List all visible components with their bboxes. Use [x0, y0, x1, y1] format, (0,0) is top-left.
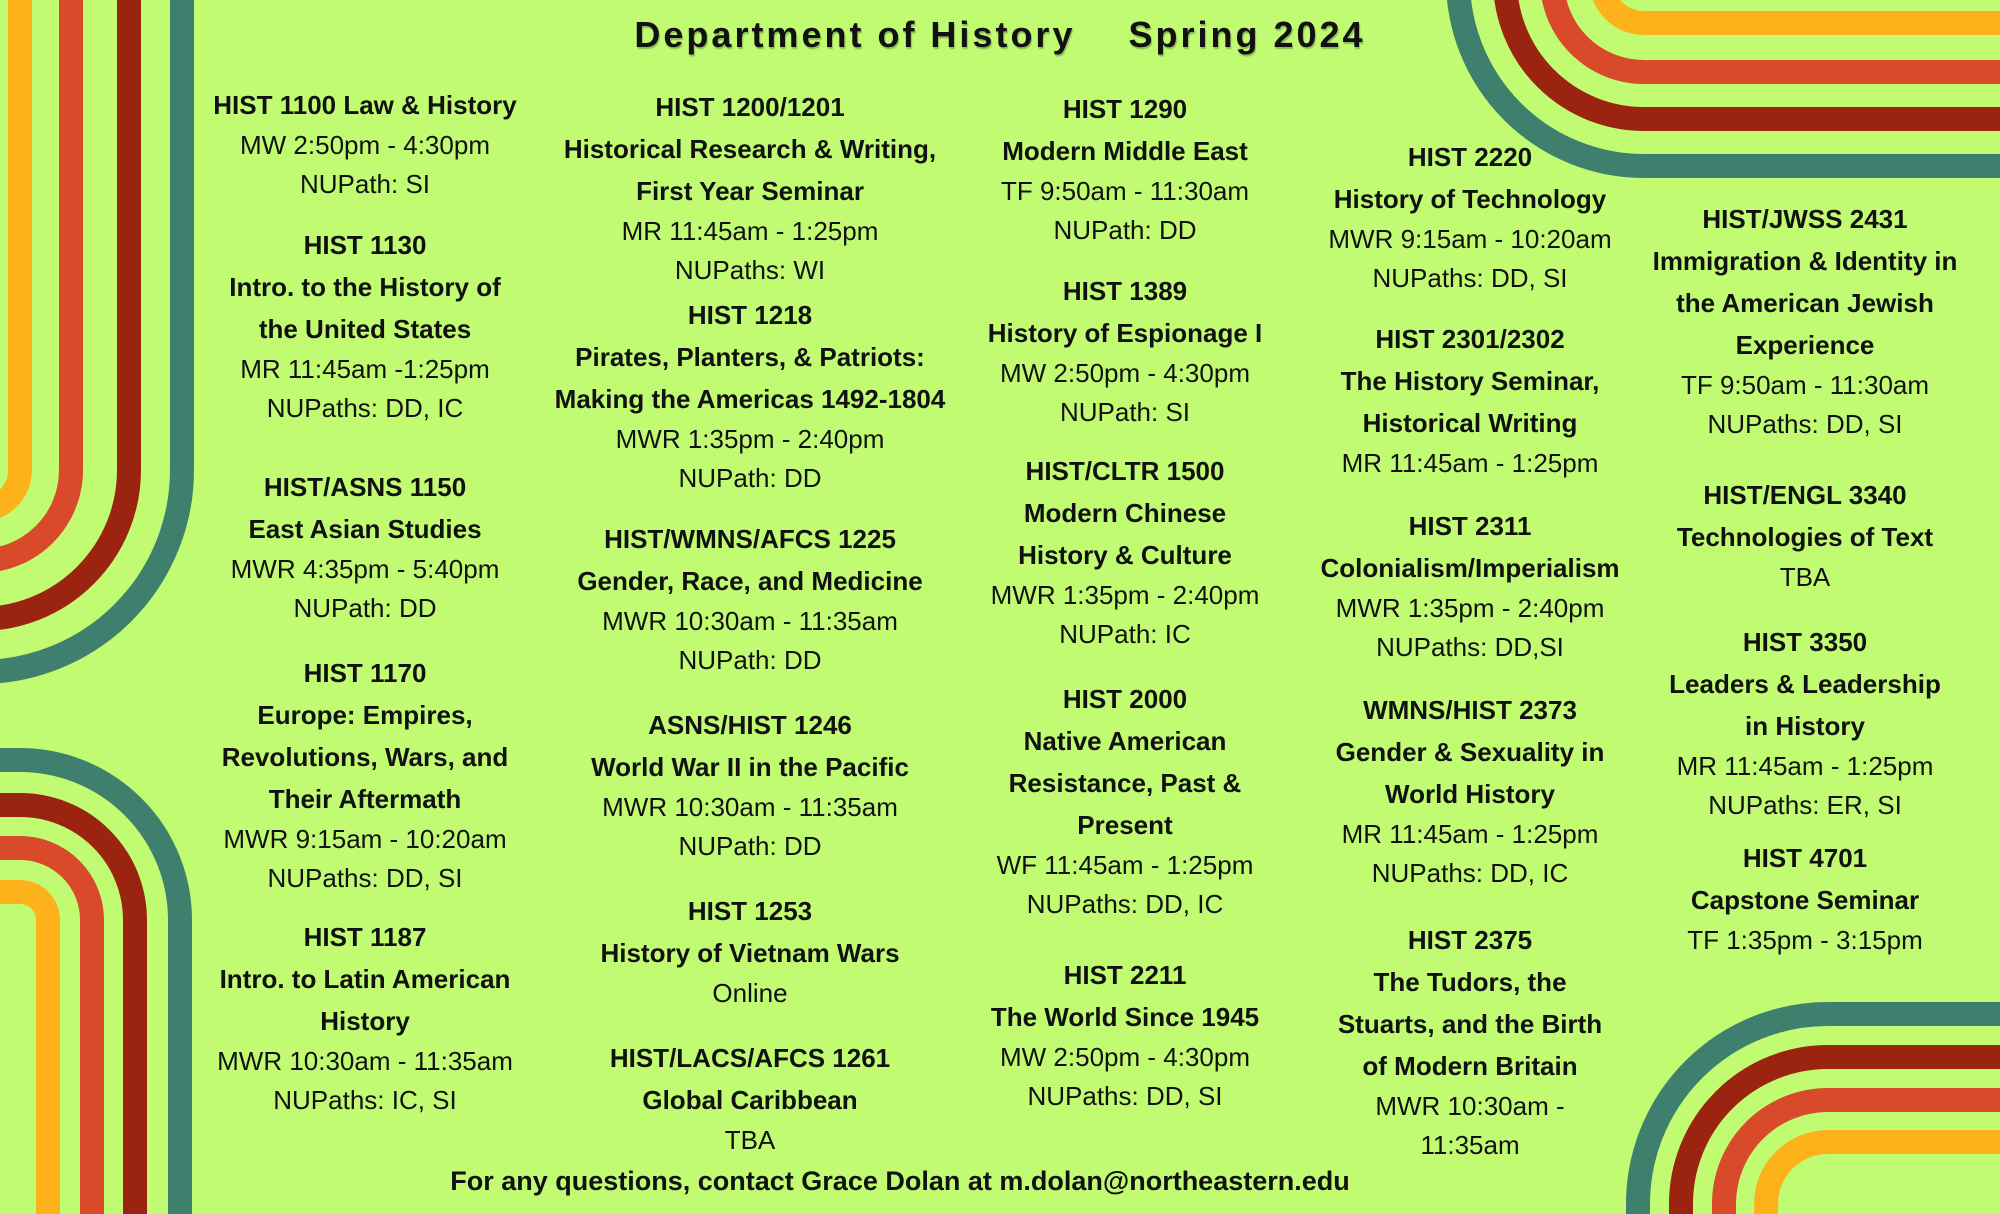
course-nupath: NUPath: SI [1059, 397, 1191, 427]
course-block [965, 678, 1285, 924]
course-code: HIST 1290 [1062, 94, 1188, 124]
course-title: Intro. to the History of [229, 272, 501, 302]
course-schedule: MW 2:50pm - 4:30pm [1000, 1042, 1250, 1072]
course-nupath: NUPaths: DD, SI [1027, 1081, 1223, 1111]
course-nupath: NUPaths: DD, IC [1026, 889, 1224, 919]
course-title: Intro. to Latin American [219, 964, 511, 994]
course-block [200, 652, 530, 898]
course-nupath: NUPath: DD [678, 645, 822, 675]
course-nupath: NUPath: DD [293, 593, 437, 623]
course-title: Revolutions, Wars, and [221, 742, 509, 772]
course-title: History of Vietnam Wars [600, 938, 900, 968]
course-title: The Tudors, the [1373, 967, 1567, 997]
course-code: HIST 1187 [303, 922, 427, 952]
course-title: Resistance, Past & [1008, 768, 1242, 798]
course-code: HIST 1130 [303, 230, 427, 260]
course-title: The World Since 1945 [990, 1002, 1260, 1032]
course-block [540, 1037, 960, 1160]
course-block [540, 518, 960, 680]
course-schedule: 11:35am [1420, 1130, 1520, 1160]
course-title: Experience [1735, 330, 1875, 360]
course-block [1640, 474, 1970, 597]
course-schedule: TF 9:50am - 11:30am [1000, 176, 1250, 206]
course-title: Present [1077, 810, 1173, 840]
course-schedule: TF 9:50am - 11:30am [1680, 370, 1930, 400]
course-schedule: MW 2:50pm - 4:30pm [1000, 358, 1250, 388]
course-block [200, 224, 530, 428]
course-schedule: MWR 10:30am - 11:35am [217, 1046, 513, 1076]
course-title: Colonialism/Imperialism [1320, 553, 1620, 583]
course-schedule: MWR 4:35pm - 5:40pm [230, 554, 500, 584]
course-column-3 [965, 88, 1285, 1116]
department-name: Department of History [634, 14, 1076, 55]
course-block [965, 954, 1285, 1116]
course-title: The History Seminar, [1340, 366, 1600, 396]
course-block [1640, 837, 1970, 960]
course-block [1300, 505, 1640, 667]
course-code: HIST 2301/2302 [1375, 324, 1565, 354]
course-delivery: Online [712, 978, 788, 1008]
course-title: Pirates, Planters, & Patriots: [575, 342, 925, 372]
course-block [540, 86, 960, 290]
course-code: HIST 2220 [1407, 142, 1533, 172]
course-title: in History [1745, 711, 1865, 741]
course-block [540, 294, 960, 498]
course-title: Historical Research & Writing, [563, 134, 937, 164]
course-title: the American Jewish [1676, 288, 1934, 318]
course-column-4 [1300, 136, 1640, 1165]
course-title: First Year Seminar [636, 176, 864, 206]
course-nupath: NUPaths: IC, SI [273, 1085, 457, 1115]
course-schedule: MR 11:45am - 1:25pm [1676, 751, 1934, 781]
course-block [965, 270, 1285, 432]
course-nupath: NUPaths: DD, SI [267, 863, 463, 893]
course-title: Europe: Empires, [257, 700, 473, 730]
course-title: Capstone Seminar [1690, 885, 1920, 915]
course-block [1300, 136, 1640, 298]
course-schedule: MWR 9:15am - 10:20am [1328, 224, 1612, 254]
course-code: HIST 1389 [1062, 276, 1188, 306]
course-block [1300, 919, 1640, 1165]
course-block [540, 704, 960, 866]
course-code: HIST/LACS/AFCS 1261 [609, 1043, 891, 1073]
course-schedule: MR 11:45am -1:25pm [240, 354, 490, 384]
course-schedule: MWR 1:35pm - 2:40pm [615, 424, 885, 454]
course-schedule: MWR 1:35pm - 2:40pm [990, 580, 1260, 610]
course-code: HIST 1218 [687, 300, 813, 330]
course-title: History & Culture [1018, 540, 1232, 570]
course-block [1640, 198, 1970, 444]
course-nupath: NUPath: DD [678, 463, 822, 493]
course-code: HIST/ENGL 3340 [1703, 480, 1907, 510]
course-title: Leaders & Leadership [1669, 669, 1941, 699]
course-nupath: NUPaths: DD,SI [1376, 632, 1564, 662]
course-block [200, 84, 530, 204]
course-nupath: NUPath: DD [1053, 215, 1197, 245]
course-block [540, 890, 960, 1013]
course-title: Gender, Race, and Medicine [577, 566, 923, 596]
course-title: History of Espionage I [987, 318, 1263, 348]
course-schedule: MWR 10:30am - 11:35am [602, 792, 898, 822]
contact-footer: For any questions, contact Grace Dolan at m.dolan@northeastern.edu [450, 1166, 1350, 1196]
course-code: HIST/WMNS/AFCS 1225 [604, 524, 896, 554]
course-code: HIST 2211 [1063, 960, 1187, 990]
course-title: Modern Middle East [1002, 136, 1248, 166]
course-title: History of Technology [1333, 184, 1607, 214]
course-nupath: NUPaths: DD, IC [1371, 858, 1569, 888]
course-title: Modern Chinese [1023, 498, 1227, 528]
course-block [200, 466, 530, 628]
course-nupath: NUPath: DD [678, 831, 822, 861]
course-block [200, 916, 530, 1120]
course-schedule: TBA [724, 1125, 776, 1155]
course-nupath: NUPaths: WI [674, 255, 826, 285]
course-nupath: NUPath: SI [299, 169, 431, 199]
course-schedule: MR 11:45am - 1:25pm [1341, 448, 1599, 478]
stripe-top-left-orange [0, 0, 20, 510]
course-title: World History [1385, 779, 1555, 809]
course-schedule: MR 11:45am - 1:25pm [621, 216, 879, 246]
course-column-5 [1640, 198, 1970, 960]
course-code: HIST 4701 [1742, 843, 1868, 873]
course-schedule: MR 11:45am - 1:25pm [1341, 819, 1599, 849]
course-code: ASNS/HIST 1246 [648, 710, 852, 740]
course-code: HIST 3350 [1742, 627, 1868, 657]
course-code: HIST/CLTR 1500 [1025, 456, 1225, 486]
course-schedule: WF 11:45am - 1:25pm [996, 850, 1254, 880]
page-title [0, 14, 2000, 56]
course-schedule: TF 1:35pm - 3:15pm [1687, 925, 1923, 955]
course-title: Stuarts, and the Birth [1337, 1009, 1603, 1039]
course-code: HIST/ASNS 1150 [263, 472, 467, 502]
course-nupath: NUPaths: DD, SI [1372, 263, 1568, 293]
course-title: Making the Americas 1492-1804 [554, 384, 946, 414]
course-code: HIST 1253 [687, 896, 813, 926]
course-title: World War II in the Pacific [591, 752, 909, 782]
course-schedule: TBA [1779, 562, 1831, 592]
course-title: the United States [258, 314, 472, 344]
course-schedule: MWR 10:30am - 11:35am [602, 606, 898, 636]
course-code: HIST/JWSS 2431 [1702, 204, 1908, 234]
course-code: HIST 1170 [303, 658, 427, 688]
course-block [1300, 689, 1640, 893]
course-title: Technologies of Text [1676, 522, 1934, 552]
course-code: HIST 1200/1201 [655, 92, 845, 122]
course-block [1300, 318, 1640, 483]
course-schedule: MW 2:50pm - 4:30pm [240, 130, 490, 160]
course-nupath: NUPaths: ER, SI [1708, 790, 1902, 820]
course-schedule: MWR 10:30am - [1375, 1091, 1565, 1121]
course-nupath: NUPaths: DD, IC [266, 393, 464, 423]
course-title: Native American [1023, 726, 1227, 756]
term-label: Spring 2024 [1128, 14, 1366, 55]
course-nupath: NUPaths: DD, SI [1707, 409, 1903, 439]
course-nupath: NUPath: IC [1059, 619, 1191, 649]
course-column-2 [540, 86, 960, 1160]
course-schedule: MWR 1:35pm - 2:40pm [1335, 593, 1605, 623]
course-title: Global Caribbean [642, 1085, 858, 1115]
course-title: Their Aftermath [268, 784, 462, 814]
course-block [965, 88, 1285, 250]
course-block [1640, 621, 1970, 825]
course-column-1 [200, 84, 530, 1120]
course-code: WMNS/HIST 2373 [1363, 695, 1577, 725]
course-title: History [320, 1006, 410, 1036]
course-schedule: MWR 9:15am - 10:20am [223, 824, 507, 854]
stripe-bottom-right-orange [1766, 1142, 2000, 1214]
course-title: of Modern Britain [1362, 1051, 1578, 1081]
course-title: Immigration & Identity in [1652, 246, 1958, 276]
course-code: HIST 2000 [1062, 684, 1188, 714]
course-block [965, 450, 1285, 654]
course-title: Gender & Sexuality in [1335, 737, 1605, 767]
course-title: East Asian Studies [248, 514, 482, 544]
course-title: Historical Writing [1362, 408, 1578, 438]
course-title: HIST 1100 Law & History [213, 90, 517, 120]
course-code: HIST 2375 [1407, 925, 1533, 955]
course-code: HIST 2311 [1408, 511, 1532, 541]
